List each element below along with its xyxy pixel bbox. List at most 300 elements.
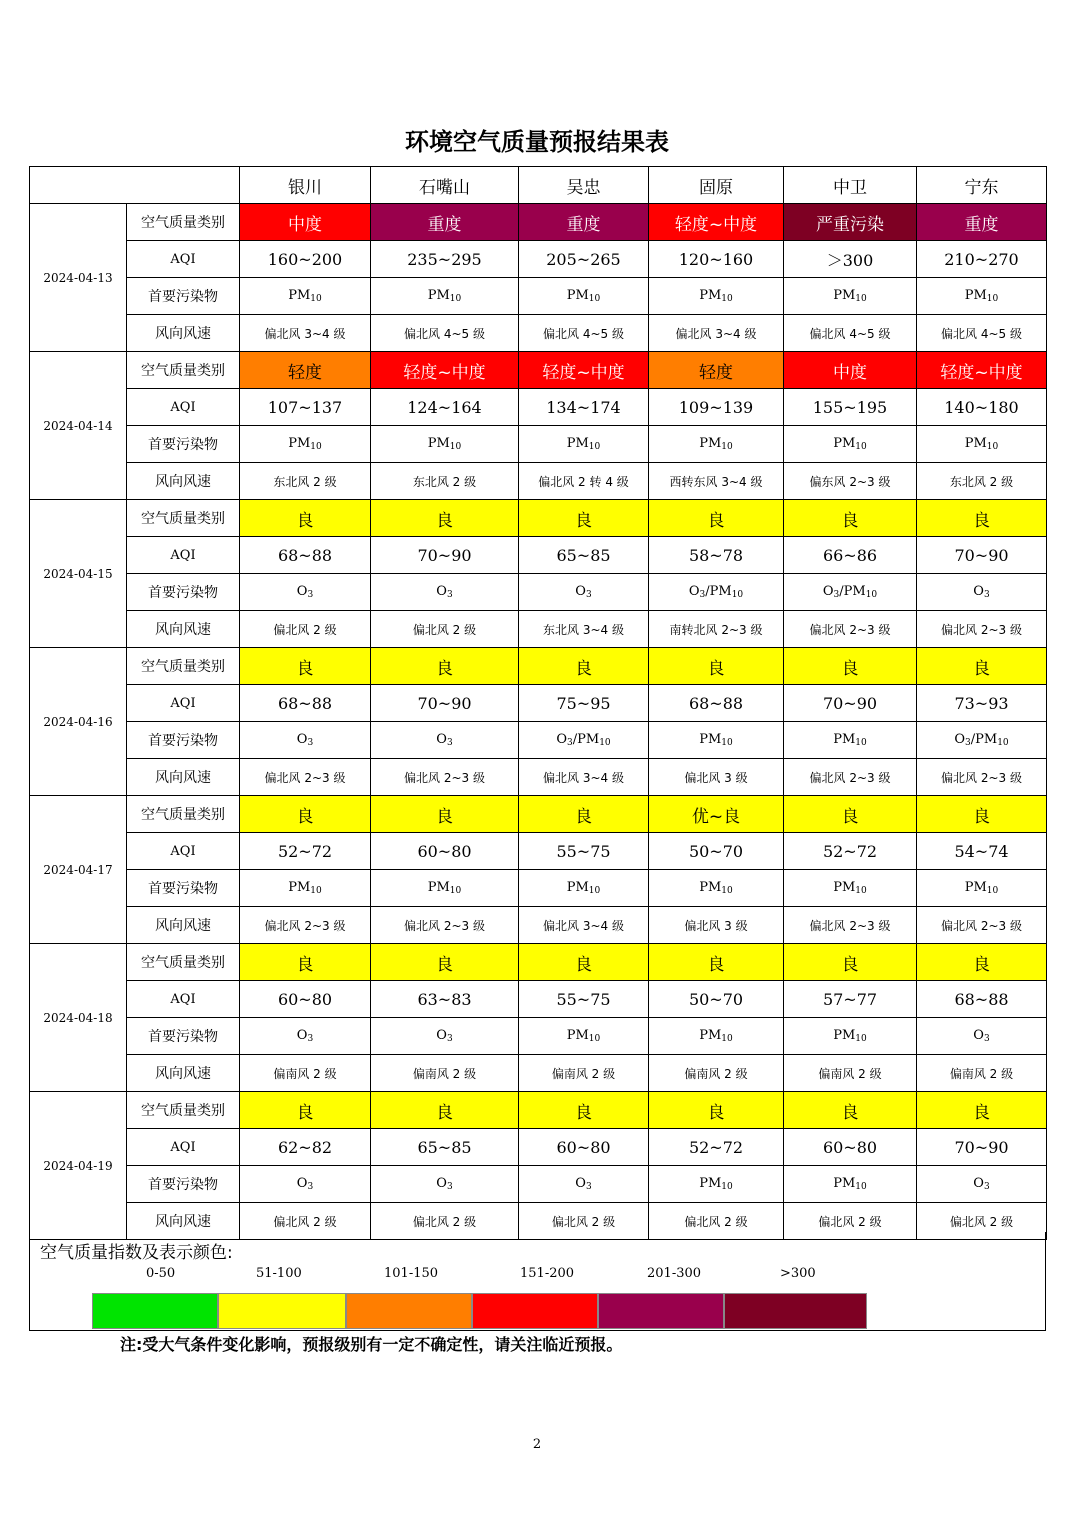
pollutant-subscript: 10 (855, 294, 867, 304)
row-label-category: 空气质量类别 (127, 796, 240, 833)
pollutant-symbol: O (973, 1176, 984, 1191)
aqi-cell: 70~90 (917, 537, 1047, 574)
pollutant-cell (240, 870, 371, 907)
row-label-category: 空气质量类别 (127, 648, 240, 685)
pollutant-symbol: PM (699, 880, 722, 895)
pollutant-symbol: PM (566, 288, 589, 303)
pollutant-symbol: PM (964, 880, 987, 895)
city-header: 宁东 (917, 167, 1047, 204)
pollutant-cell (519, 1018, 649, 1055)
category-cell: 良 (240, 1092, 371, 1129)
wind-cell: 偏北风 2 级 (917, 1203, 1047, 1240)
row-label-wind: 风向风速 (127, 1203, 240, 1240)
wind-cell: 东北风 2 级 (371, 463, 519, 500)
pollutant-symbol: PM (288, 288, 311, 303)
pollutant-symbol: PM (288, 436, 311, 451)
aqi-cell: 75~95 (519, 685, 649, 722)
category-cell: 严重污染 (784, 204, 917, 241)
pollutant-subscript: 10 (855, 738, 867, 748)
pollutant-symbol: PM (833, 732, 856, 747)
wind-cell: 偏南风 2 级 (649, 1055, 784, 1092)
legend-range-label: 101-150 (384, 1266, 439, 1281)
wind-cell: 偏北风 3 级 (649, 907, 784, 944)
city-header: 银川 (240, 167, 371, 204)
pollutant-cell (371, 426, 519, 463)
pollutant-cell (240, 426, 371, 463)
aqi-cell: 50~70 (649, 833, 784, 870)
pollutant-subscript: 10 (855, 1034, 867, 1044)
pollutant-subscript: 3 (307, 590, 314, 600)
row-label-wind: 风向风速 (127, 315, 240, 352)
aqi-cell: 55~75 (519, 833, 649, 870)
legend-color-swatch (598, 1293, 724, 1329)
wind-cell: 偏北风 2~3 级 (784, 759, 917, 796)
wind-cell: 偏北风 4~5 级 (784, 315, 917, 352)
pollutant-cell (371, 1018, 519, 1055)
pollutant-cell (519, 722, 649, 759)
pollutant-symbol: PM (427, 436, 450, 451)
city-header: 固原 (649, 167, 784, 204)
forecast-row-aqi (30, 685, 1047, 722)
aqi-cell: 140~180 (917, 389, 1047, 426)
forecast-row-wind (30, 1055, 1047, 1092)
category-cell: 良 (649, 500, 784, 537)
forecast-date: 2024-04-15 (30, 500, 127, 648)
category-cell: 良 (917, 648, 1047, 685)
category-cell: 轻度~中度 (519, 352, 649, 389)
aqi-cell: 65~85 (519, 537, 649, 574)
row-label-wind: 风向风速 (127, 1055, 240, 1092)
category-cell: 良 (917, 1092, 1047, 1129)
category-cell: 良 (371, 1092, 519, 1129)
row-label-pollutant: 首要污染物 (127, 1018, 240, 1055)
category-cell: 轻度~中度 (917, 352, 1047, 389)
legend-range-label: 201-300 (647, 1266, 702, 1281)
category-cell: 轻度~中度 (371, 352, 519, 389)
aqi-cell: 109~139 (649, 389, 784, 426)
pollutant-subscript: 3 (585, 590, 592, 600)
category-cell: 良 (784, 648, 917, 685)
pollutant-subscript: 10 (855, 886, 867, 896)
row-label-category: 空气质量类别 (127, 204, 240, 241)
pollutant-subscript: 10 (721, 442, 733, 452)
forecast-row-pollutant (30, 426, 1047, 463)
pollutant-symbol: /PM (572, 732, 600, 747)
pollutant-cell (649, 574, 784, 611)
forecast-table (29, 166, 1047, 1240)
forecast-row-aqi (30, 1129, 1047, 1166)
pollutant-symbol: O (296, 584, 308, 599)
aqi-cell: 155~195 (784, 389, 917, 426)
pollutant-cell (371, 722, 519, 759)
pollutant-symbol: PM (427, 880, 450, 895)
forecast-row-wind (30, 759, 1047, 796)
row-label-pollutant: 首要污染物 (127, 426, 240, 463)
pollutant-subscript: 10 (310, 886, 322, 896)
pollutant-symbol: O (556, 732, 568, 747)
pollutant-subscript: 10 (721, 1182, 733, 1192)
pollutant-cell (371, 870, 519, 907)
pollutant-cell (371, 278, 519, 315)
pollutant-cell (784, 1166, 917, 1203)
pollutant-cell (519, 278, 649, 315)
pollutant-subscript: 10 (986, 442, 999, 452)
category-cell: 重度 (519, 204, 649, 241)
aqi-cell: 70~90 (371, 685, 519, 722)
pollutant-cell (649, 426, 784, 463)
aqi-cell: 120~160 (649, 241, 784, 278)
pollutant-subscript: 3 (965, 738, 971, 748)
pollutant-symbol: O (436, 1028, 447, 1043)
aqi-cell: 63~83 (371, 981, 519, 1018)
aqi-cell: 60~80 (240, 981, 371, 1018)
wind-cell: 偏北风 2 级 (371, 1203, 519, 1240)
aqi-cell: 60~80 (519, 1129, 649, 1166)
category-cell: 轻度~中度 (649, 204, 784, 241)
forecast-row-category (30, 204, 1047, 241)
pollutant-subscript: 3 (567, 738, 573, 748)
wind-cell: 偏北风 2 级 (519, 1203, 649, 1240)
row-label-aqi: AQI (127, 833, 240, 870)
pollutant-cell (240, 1018, 371, 1055)
aqi-cell: 160~200 (240, 241, 371, 278)
row-label-category: 空气质量类别 (127, 352, 240, 389)
wind-cell: 南转北风 2~3 级 (649, 611, 784, 648)
pollutant-subscript: 3 (446, 738, 453, 748)
aqi-cell: 66~86 (784, 537, 917, 574)
aqi-cell: 62~82 (240, 1129, 371, 1166)
pollutant-symbol: PM (964, 288, 987, 303)
pollutant-subscript: 3 (983, 1034, 990, 1044)
pollutant-cell (917, 1166, 1047, 1203)
pollutant-symbol: PM (964, 436, 987, 451)
pollutant-subscript: 10 (449, 294, 462, 304)
pollutant-symbol: PM (566, 880, 589, 895)
aqi-cell: 57~77 (784, 981, 917, 1018)
aqi-cell: 70~90 (784, 685, 917, 722)
legend-color-swatch (346, 1293, 472, 1329)
forecast-note: 注:受大气条件变化影响，预报级别有一定不确定性，请关注临近预报。 (120, 1335, 623, 1354)
forecast-row-category (30, 1092, 1047, 1129)
legend-range-label: 151-200 (520, 1266, 575, 1281)
pollutant-cell (917, 426, 1047, 463)
pollutant-symbol: O (973, 584, 984, 599)
category-cell: 良 (240, 944, 371, 981)
pollutant-symbol: /PM (839, 584, 866, 599)
pollutant-cell (240, 278, 371, 315)
wind-cell: 偏北风 3~4 级 (649, 315, 784, 352)
forecast-date: 2024-04-18 (30, 944, 127, 1092)
pollutant-cell (784, 574, 917, 611)
row-label-pollutant: 首要污染物 (127, 278, 240, 315)
pollutant-cell (917, 278, 1047, 315)
wind-cell: 偏北风 2~3 级 (917, 759, 1047, 796)
category-cell: 良 (519, 796, 649, 833)
pollutant-symbol: /PM (705, 584, 732, 599)
pollutant-subscript: 10 (310, 442, 322, 452)
category-cell: 良 (371, 796, 519, 833)
pollutant-symbol: /PM (970, 732, 998, 747)
pollutant-cell (784, 1018, 917, 1055)
row-label-aqi: AQI (127, 981, 240, 1018)
pollutant-subscript: 10 (588, 1034, 601, 1044)
category-cell: 良 (784, 944, 917, 981)
forecast-row-wind (30, 907, 1047, 944)
aqi-cell: 54~74 (917, 833, 1047, 870)
row-label-wind: 风向风速 (127, 907, 240, 944)
row-label-aqi: AQI (127, 1129, 240, 1166)
pollutant-cell (917, 722, 1047, 759)
wind-cell: 偏北风 2 级 (784, 1203, 917, 1240)
wind-cell: 偏北风 2~3 级 (371, 907, 519, 944)
pollutant-symbol: PM (699, 288, 722, 303)
pollutant-subscript: 10 (588, 294, 601, 304)
wind-cell: 偏南风 2 级 (784, 1055, 917, 1092)
legend-color-swatch (472, 1293, 598, 1329)
pollutant-symbol: O (688, 584, 700, 599)
category-cell: 良 (917, 944, 1047, 981)
pollutant-subscript: 10 (721, 294, 733, 304)
pollutant-cell (917, 574, 1047, 611)
pollutant-symbol: PM (833, 1176, 856, 1191)
pollutant-symbol: PM (427, 288, 450, 303)
pollutant-symbol: O (575, 584, 586, 599)
wind-cell: 偏北风 2~3 级 (784, 611, 917, 648)
category-cell: 轻度 (649, 352, 784, 389)
pollutant-subscript: 3 (699, 590, 706, 600)
forecast-row-pollutant (30, 574, 1047, 611)
row-label-aqi: AQI (127, 537, 240, 574)
pollutant-cell (784, 278, 917, 315)
row-label-pollutant: 首要污染物 (127, 574, 240, 611)
wind-cell: 偏北风 4~5 级 (371, 315, 519, 352)
forecast-row-wind (30, 463, 1047, 500)
aqi-cell: 58~78 (649, 537, 784, 574)
wind-cell: 偏南风 2 级 (917, 1055, 1047, 1092)
wind-cell: 偏东风 2~3 级 (784, 463, 917, 500)
aqi-cell: 68~88 (240, 537, 371, 574)
aqi-cell: 52~72 (784, 833, 917, 870)
pollutant-symbol: O (575, 1176, 586, 1191)
pollutant-subscript: 10 (986, 294, 999, 304)
aqi-cell: 65~85 (371, 1129, 519, 1166)
category-cell: 良 (917, 796, 1047, 833)
forecast-row-pollutant (30, 1018, 1047, 1055)
aqi-cell: 210~270 (917, 241, 1047, 278)
pollutant-cell (784, 870, 917, 907)
wind-cell: 偏北风 2~3 级 (917, 907, 1047, 944)
row-label-aqi: AQI (127, 241, 240, 278)
pollutant-cell (240, 722, 371, 759)
forecast-date: 2024-04-13 (30, 204, 127, 352)
pollutant-subscript: 10 (997, 738, 1009, 748)
forecast-row-category (30, 500, 1047, 537)
forecast-row-pollutant (30, 870, 1047, 907)
category-cell: 良 (649, 648, 784, 685)
forecast-row-category (30, 944, 1047, 981)
pollutant-symbol: PM (566, 436, 589, 451)
pollutant-subscript: 10 (599, 738, 611, 748)
wind-cell: 偏北风 2 级 (240, 1203, 371, 1240)
aqi-cell: 60~80 (784, 1129, 917, 1166)
category-cell: 重度 (917, 204, 1047, 241)
legend-color-swatch (92, 1293, 218, 1329)
pollutant-cell (519, 574, 649, 611)
wind-cell: 偏北风 3 级 (649, 759, 784, 796)
wind-cell: 偏北风 2 级 (649, 1203, 784, 1240)
pollutant-subscript: 10 (855, 442, 867, 452)
forecast-date: 2024-04-17 (30, 796, 127, 944)
legend-range-label: 0-50 (146, 1266, 176, 1281)
pollutant-symbol: PM (288, 880, 311, 895)
aqi-cell: 73~93 (917, 685, 1047, 722)
aqi-cell: 68~88 (649, 685, 784, 722)
row-label-category: 空气质量类别 (127, 944, 240, 981)
aqi-cell: 68~88 (917, 981, 1047, 1018)
pollutant-symbol: O (296, 1028, 308, 1043)
category-cell: 良 (371, 944, 519, 981)
category-cell: 良 (371, 500, 519, 537)
forecast-row-aqi (30, 981, 1047, 1018)
category-cell: 良 (519, 944, 649, 981)
forecast-row-pollutant (30, 278, 1047, 315)
pollutant-symbol: PM (699, 1028, 722, 1043)
aqi-cell: ＞300 (784, 241, 917, 278)
row-label-wind: 风向风速 (127, 759, 240, 796)
aqi-cell: 52~72 (240, 833, 371, 870)
category-cell: 良 (240, 796, 371, 833)
header-corner-cell (30, 167, 240, 204)
pollutant-subscript: 3 (307, 1034, 314, 1044)
pollutant-cell (649, 870, 784, 907)
pollutant-symbol: PM (699, 732, 722, 747)
pollutant-symbol: PM (833, 880, 856, 895)
legend-color-swatch (724, 1293, 867, 1329)
city-header: 中卫 (784, 167, 917, 204)
page-title: 环境空气质量预报结果表 (405, 128, 669, 156)
row-label-pollutant: 首要污染物 (127, 722, 240, 759)
pollutant-subscript: 10 (865, 590, 878, 600)
pollutant-cell (649, 1166, 784, 1203)
category-cell: 良 (649, 944, 784, 981)
category-cell: 良 (649, 1092, 784, 1129)
pollutant-symbol: O (973, 1028, 984, 1043)
page-number: 2 (532, 1437, 542, 1452)
wind-cell: 偏北风 2 级 (240, 611, 371, 648)
pollutant-subscript: 3 (446, 1182, 453, 1192)
wind-cell: 东北风 3~4 级 (519, 611, 649, 648)
category-cell: 重度 (371, 204, 519, 241)
forecast-row-aqi (30, 241, 1047, 278)
pollutant-cell (917, 870, 1047, 907)
wind-cell: 偏北风 2~3 级 (371, 759, 519, 796)
pollutant-subscript: 10 (731, 590, 744, 600)
pollutant-symbol: O (436, 1176, 447, 1191)
pollutant-cell (649, 1018, 784, 1055)
row-label-category: 空气质量类别 (127, 500, 240, 537)
pollutant-subscript: 10 (310, 294, 322, 304)
category-cell: 良 (917, 500, 1047, 537)
city-header: 石嘴山 (371, 167, 519, 204)
category-cell: 中度 (240, 204, 371, 241)
pollutant-cell (519, 1166, 649, 1203)
forecast-date: 2024-04-16 (30, 648, 127, 796)
category-cell: 中度 (784, 352, 917, 389)
aqi-cell: 50~70 (649, 981, 784, 1018)
pollutant-symbol: O (296, 1176, 308, 1191)
pollutant-symbol: PM (833, 1028, 856, 1043)
pollutant-cell (649, 278, 784, 315)
forecast-row-aqi (30, 537, 1047, 574)
aqi-cell: 68~88 (240, 685, 371, 722)
forecast-row-aqi (30, 389, 1047, 426)
pollutant-subscript: 3 (983, 590, 990, 600)
aqi-cell: 70~90 (371, 537, 519, 574)
pollutant-cell (371, 574, 519, 611)
pollutant-subscript: 10 (721, 886, 733, 896)
pollutant-cell (784, 426, 917, 463)
pollutant-subscript: 3 (983, 1182, 990, 1192)
category-cell: 良 (240, 500, 371, 537)
wind-cell: 东北风 2 级 (240, 463, 371, 500)
wind-cell: 偏南风 2 级 (371, 1055, 519, 1092)
pollutant-symbol: O (296, 732, 308, 747)
legend-range-label: 51-100 (256, 1266, 302, 1281)
aqi-legend (29, 1232, 1046, 1331)
pollutant-subscript: 3 (833, 590, 840, 600)
wind-cell: 偏北风 2~3 级 (917, 611, 1047, 648)
pollutant-subscript: 10 (855, 1182, 867, 1192)
wind-cell: 偏北风 2 转 4 级 (519, 463, 649, 500)
forecast-row-aqi (30, 833, 1047, 870)
pollutant-cell (917, 1018, 1047, 1055)
forecast-row-pollutant (30, 1166, 1047, 1203)
wind-cell: 偏北风 4~5 级 (519, 315, 649, 352)
pollutant-cell (519, 870, 649, 907)
wind-cell: 偏北风 2 级 (371, 611, 519, 648)
header-row (30, 167, 1047, 204)
forecast-row-wind (30, 611, 1047, 648)
wind-cell: 偏北风 2~3 级 (240, 759, 371, 796)
pollutant-subscript: 3 (446, 590, 453, 600)
pollutant-cell (371, 1166, 519, 1203)
row-label-aqi: AQI (127, 389, 240, 426)
forecast-table-frame (29, 166, 1046, 1332)
wind-cell: 偏北风 2~3 级 (784, 907, 917, 944)
aqi-cell: 70~90 (917, 1129, 1047, 1166)
category-cell: 良 (784, 500, 917, 537)
forecast-date: 2024-04-14 (30, 352, 127, 500)
row-label-wind: 风向风速 (127, 611, 240, 648)
wind-cell: 偏南风 2 级 (240, 1055, 371, 1092)
pollutant-symbol: PM (833, 288, 856, 303)
row-label-aqi: AQI (127, 685, 240, 722)
row-label-pollutant: 首要污染物 (127, 870, 240, 907)
pollutant-subscript: 10 (449, 442, 462, 452)
pollutant-subscript: 10 (588, 886, 601, 896)
pollutant-symbol: PM (699, 436, 722, 451)
forecast-row-category (30, 796, 1047, 833)
category-cell: 良 (240, 648, 371, 685)
forecast-row-category (30, 648, 1047, 685)
aqi-cell: 134~174 (519, 389, 649, 426)
wind-cell: 偏北风 3~4 级 (240, 315, 371, 352)
wind-cell: 偏北风 3~4 级 (519, 907, 649, 944)
legend-title: 空气质量指数及表示颜色: (40, 1243, 233, 1263)
pollutant-symbol: O (822, 584, 834, 599)
aqi-cell: 205~265 (519, 241, 649, 278)
category-cell: 良 (784, 1092, 917, 1129)
